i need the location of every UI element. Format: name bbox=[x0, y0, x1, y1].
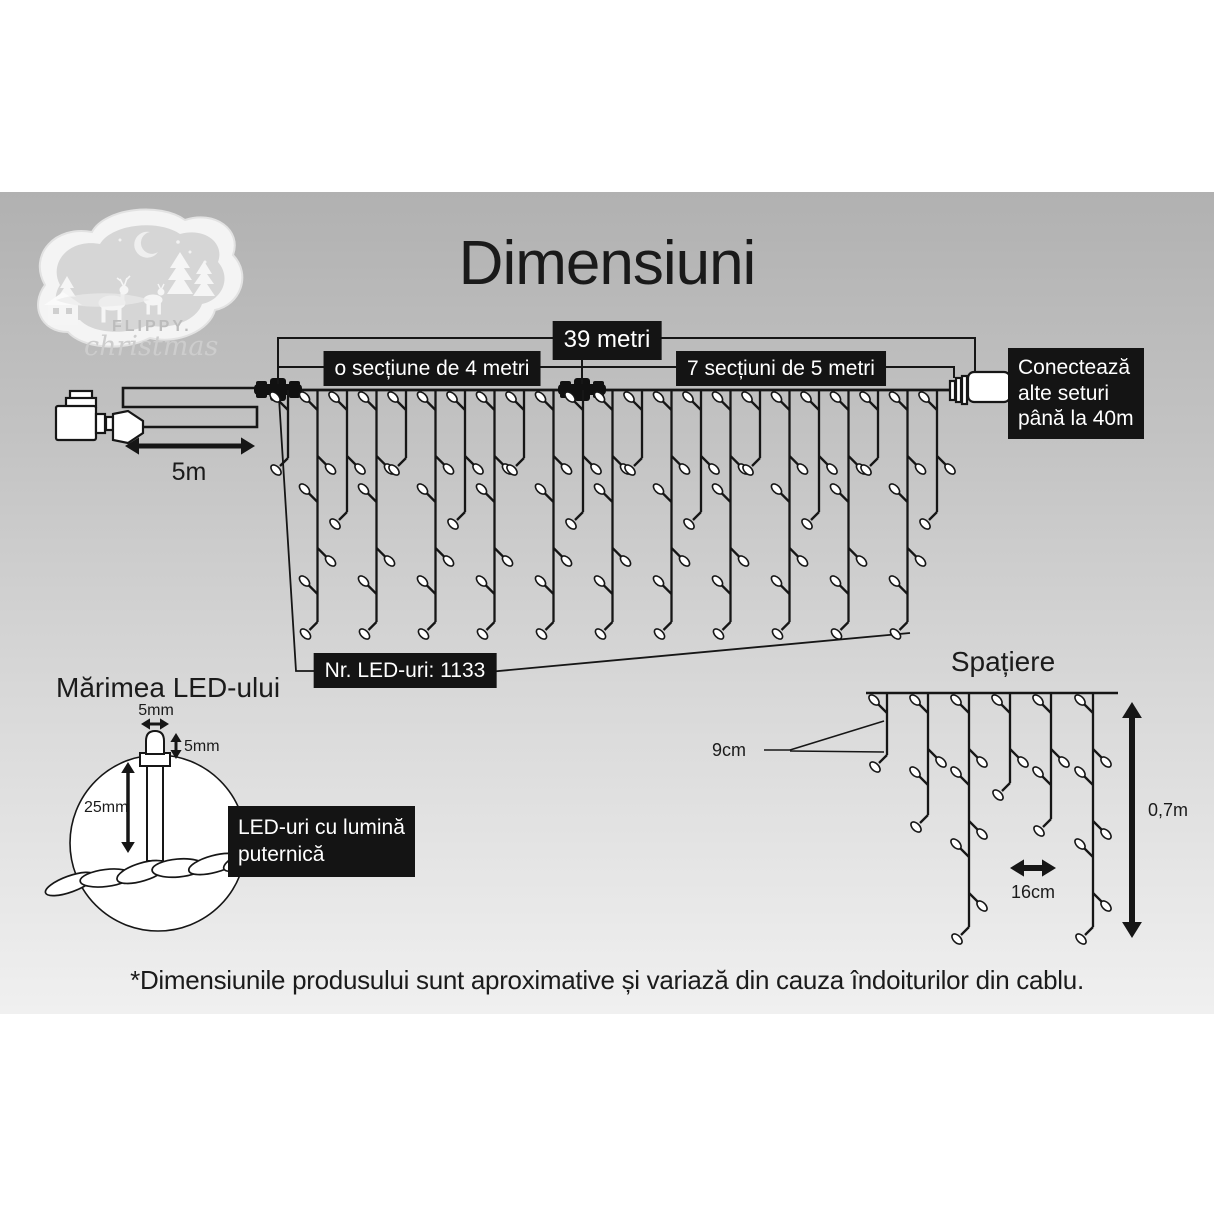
led-size-heading: Mărimea LED-ului bbox=[56, 672, 281, 703]
vertical-gap-label: 9cm bbox=[712, 740, 747, 760]
disclaimer-text: *Dimensiunile produsului sunt aproximative și variază din cauza îndoiturilor din cablu. bbox=[130, 965, 1084, 995]
logo-brand-text: FLIPPY. bbox=[112, 318, 192, 335]
body-length-label: 25mm bbox=[84, 799, 129, 816]
icicle-curtain-drops bbox=[268, 390, 957, 641]
led-bulb bbox=[146, 731, 164, 754]
logo-sub-text: christmas bbox=[84, 331, 219, 362]
drop-height-label: 0,7m bbox=[1148, 800, 1189, 820]
spacing-diagram-drops bbox=[867, 693, 1113, 946]
end-connector-icon bbox=[950, 372, 1010, 404]
page-title: Dimensiuni bbox=[458, 229, 756, 298]
led-stem bbox=[147, 761, 163, 861]
section-5m-label: 7 secțiuni de 5 metri bbox=[676, 351, 886, 386]
lead-length-label: 5m bbox=[171, 458, 207, 486]
horizontal-gap-label: 16cm bbox=[1010, 882, 1056, 902]
led-count-callouts bbox=[279, 398, 910, 672]
connect-other-sets-note: Conectează alte seturi până la 40m bbox=[1008, 348, 1144, 439]
bulb-width-label: 5mm bbox=[138, 702, 174, 719]
bright-led-note: LED-uri cu lumină puternică bbox=[228, 806, 415, 877]
spacing-heading: Spațiere bbox=[950, 646, 1056, 677]
total-length-label: 39 metri bbox=[553, 321, 662, 360]
section-4m-label: o secțiune de 4 metri bbox=[324, 351, 541, 386]
spacing-9cm-callouts bbox=[764, 721, 884, 752]
led-count-label: Nr. LED-uri: 1133 bbox=[314, 653, 497, 688]
power-plug-icon bbox=[56, 391, 143, 443]
bulb-height-label: 5mm bbox=[184, 738, 220, 755]
